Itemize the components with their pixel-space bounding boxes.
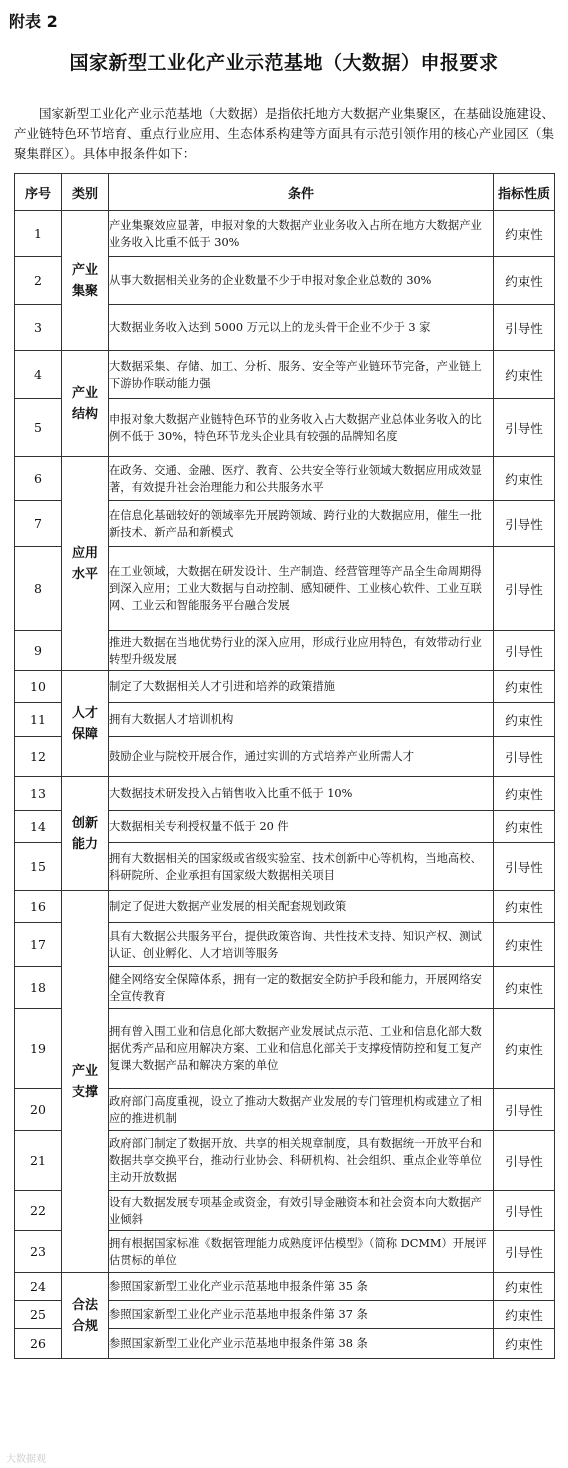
row-number: 23 (15, 1231, 62, 1273)
nature-cell: 引导性 (494, 305, 555, 351)
condition-cell: 推进大数据在当地优势行业的深入应用，形成行业应用特色，有效带动行业转型升级发展 (109, 631, 494, 671)
condition-cell: 制定了促进大数据产业发展的相关配套规划政策 (109, 891, 494, 923)
column-header-seq: 序号 (15, 174, 62, 211)
column-header-category: 类别 (62, 174, 109, 211)
page-title: 国家新型工业化产业示范基地（大数据）申报要求 (69, 52, 499, 74)
table-row (15, 351, 555, 399)
column-header-nature: 指标性质 (494, 174, 555, 211)
category-cell (62, 351, 109, 457)
category-label: 创新能力 (71, 815, 98, 852)
condition-cell: 申报对象大数据产业链特色环节的业务收入占大数据产业总体业务收入的比例不低于 30%，特色环节龙头企业具有较强的品牌知名度 (109, 399, 494, 457)
category-cell (62, 671, 109, 777)
nature-cell: 约束性 (494, 457, 555, 501)
row-number: 2 (15, 257, 62, 305)
row-number: 16 (15, 891, 62, 923)
nature-cell: 引导性 (494, 501, 555, 547)
table-header-row (15, 174, 555, 211)
row-number: 3 (15, 305, 62, 351)
nature-cell: 引导性 (494, 399, 555, 457)
condition-cell: 健全网络安全保障体系，拥有一定的数据安全防护手段和能力，开展网络安全宣传教育 (109, 967, 494, 1009)
category-label: 产业结构 (71, 385, 98, 422)
condition-cell: 拥有曾入围工业和信息化部大数据产业发展试点示范、工业和信息化部大数据优秀产品和应用解决方案、工业和信息化部关于支撑疫情防控和复工复产复课大数据产品和解决方案的单位 (109, 1009, 494, 1089)
row-number: 26 (15, 1329, 62, 1359)
nature-cell: 约束性 (494, 703, 555, 737)
row-number: 17 (15, 923, 62, 967)
row-number: 11 (15, 703, 62, 737)
nature-cell: 引导性 (494, 843, 555, 891)
nature-cell: 约束性 (494, 1301, 555, 1329)
table-row (15, 211, 555, 257)
row-number: 21 (15, 1131, 62, 1191)
row-number: 6 (15, 457, 62, 501)
nature-cell: 引导性 (494, 1191, 555, 1231)
condition-cell: 拥有大数据人才培训机构 (109, 703, 494, 737)
nature-cell: 约束性 (494, 211, 555, 257)
condition-cell: 大数据技术研发投入占销售收入比重不低于 10% (109, 777, 494, 811)
nature-cell: 约束性 (494, 1009, 555, 1089)
nature-cell: 约束性 (494, 891, 555, 923)
table-row (15, 671, 555, 703)
column-header-condition: 条件 (109, 174, 494, 211)
category-label: 产业支撑 (71, 1063, 98, 1100)
condition-cell: 产业集聚效应显著，申报对象的大数据产业业务收入占所在地方大数据产业业务收入比重不低于 30% (109, 211, 494, 257)
condition-cell: 政府部门制定了数据开放、共享的相关规章制度，具有数据统一开放平台和数据共享交换平台，推动行业协会、科研机构、社会组织、重点企业等单位主动开放数据 (109, 1131, 494, 1191)
row-number: 25 (15, 1301, 62, 1329)
nature-cell: 引导性 (494, 1231, 555, 1273)
attachment-label: 附表 2 (9, 12, 58, 31)
condition-cell: 鼓励企业与院校开展合作，通过实训的方式培养产业所需人才 (109, 737, 494, 777)
category-cell (62, 777, 109, 891)
row-number: 24 (15, 1273, 62, 1301)
row-number: 4 (15, 351, 62, 399)
nature-cell: 约束性 (494, 777, 555, 811)
requirements-table (14, 173, 555, 1359)
category-cell (62, 1273, 109, 1359)
category-label: 人才保障 (71, 705, 98, 742)
nature-cell: 约束性 (494, 257, 555, 305)
category-label: 合法合规 (71, 1297, 98, 1334)
table-row (15, 891, 555, 923)
row-number: 18 (15, 967, 62, 1009)
row-number: 15 (15, 843, 62, 891)
row-number: 14 (15, 811, 62, 843)
nature-cell: 约束性 (494, 1273, 555, 1301)
row-number: 9 (15, 631, 62, 671)
category-label: 应用水平 (71, 545, 98, 582)
row-number: 8 (15, 547, 62, 631)
nature-cell: 约束性 (494, 351, 555, 399)
condition-cell: 大数据业务收入达到 5000 万元以上的龙头骨干企业不少于 3 家 (109, 305, 494, 351)
row-number: 20 (15, 1089, 62, 1131)
nature-cell: 约束性 (494, 923, 555, 967)
category-cell (62, 211, 109, 351)
row-number: 13 (15, 777, 62, 811)
row-number: 7 (15, 501, 62, 547)
category-label: 产业集聚 (71, 262, 98, 299)
nature-cell: 约束性 (494, 671, 555, 703)
condition-cell: 从事大数据相关业务的企业数量不少于申报对象企业总数的 30% (109, 257, 494, 305)
condition-cell: 拥有大数据相关的国家级或省级实验室、技术创新中心等机构，当地高校、科研院所、企业承担有国家级大数据相关项目 (109, 843, 494, 891)
nature-cell: 引导性 (494, 737, 555, 777)
condition-cell: 拥有根据国家标准《数据管理能力成熟度评估模型》（简称 DCMM）开展评估贯标的单位 (109, 1231, 494, 1273)
condition-cell: 参照国家新型工业化产业示范基地申报条件第 35 条 (109, 1273, 494, 1301)
condition-cell: 在工业领域，大数据在研发设计、生产制造、经营管理等产品全生命周期得到深入应用；工业大数据与自动控制、感知硬件、工业核心软件、工业互联网、工业云和智能服务平台融合发展 (109, 547, 494, 631)
row-number: 1 (15, 211, 62, 257)
row-number: 19 (15, 1009, 62, 1089)
table-row (15, 777, 555, 811)
nature-cell: 引导性 (494, 1089, 555, 1131)
watermark-text: 大数据观 (6, 1454, 46, 1465)
condition-cell: 具有大数据公共服务平台，提供政策咨询、共性技术支持、知识产权、测试认证、创业孵化、人才培训等服务 (109, 923, 494, 967)
row-number: 12 (15, 737, 62, 777)
nature-cell: 约束性 (494, 1329, 555, 1359)
condition-cell: 在政务、交通、金融、医疗、教育、公共安全等行业领域大数据应用成效显著，有效提升社会治理能力和公共服务水平 (109, 457, 494, 501)
category-cell (62, 457, 109, 671)
table-row (15, 457, 555, 501)
condition-cell: 大数据采集、存储、加工、分析、服务、安全等产业链环节完备，产业链上下游协作联动能力强 (109, 351, 494, 399)
condition-cell: 参照国家新型工业化产业示范基地申报条件第 38 条 (109, 1329, 494, 1359)
condition-cell: 参照国家新型工业化产业示范基地申报条件第 37 条 (109, 1301, 494, 1329)
nature-cell: 引导性 (494, 1131, 555, 1191)
nature-cell: 引导性 (494, 631, 555, 671)
condition-cell: 设有大数据发展专项基金或资金，有效引导金融资本和社会资本向大数据产业倾斜 (109, 1191, 494, 1231)
row-number: 10 (15, 671, 62, 703)
category-cell (62, 891, 109, 1273)
row-number: 22 (15, 1191, 62, 1231)
intro-paragraph: 国家新型工业化产业示范基地（大数据）是指依托地方大数据产业集聚区，在基础设施建设、产业链特色环节培育、重点行业应用、生态体系构建等方面具有示范引领作用的核心产业园区（集聚集群区）。具体申报条件如下： (14, 106, 554, 161)
condition-cell: 政府部门高度重视，设立了推动大数据产业发展的专门管理机构或建立了相应的推进机制 (109, 1089, 494, 1131)
row-number: 5 (15, 399, 62, 457)
condition-cell: 制定了大数据相关人才引进和培养的政策措施 (109, 671, 494, 703)
condition-cell: 大数据相关专利授权量不低于 20 件 (109, 811, 494, 843)
table-body (15, 211, 555, 1359)
condition-cell: 在信息化基础较好的领域率先开展跨领域、跨行业的大数据应用，催生一批新技术、新产品和新模式 (109, 501, 494, 547)
table-row (15, 1273, 555, 1301)
nature-cell: 约束性 (494, 811, 555, 843)
nature-cell: 约束性 (494, 967, 555, 1009)
nature-cell: 引导性 (494, 547, 555, 631)
